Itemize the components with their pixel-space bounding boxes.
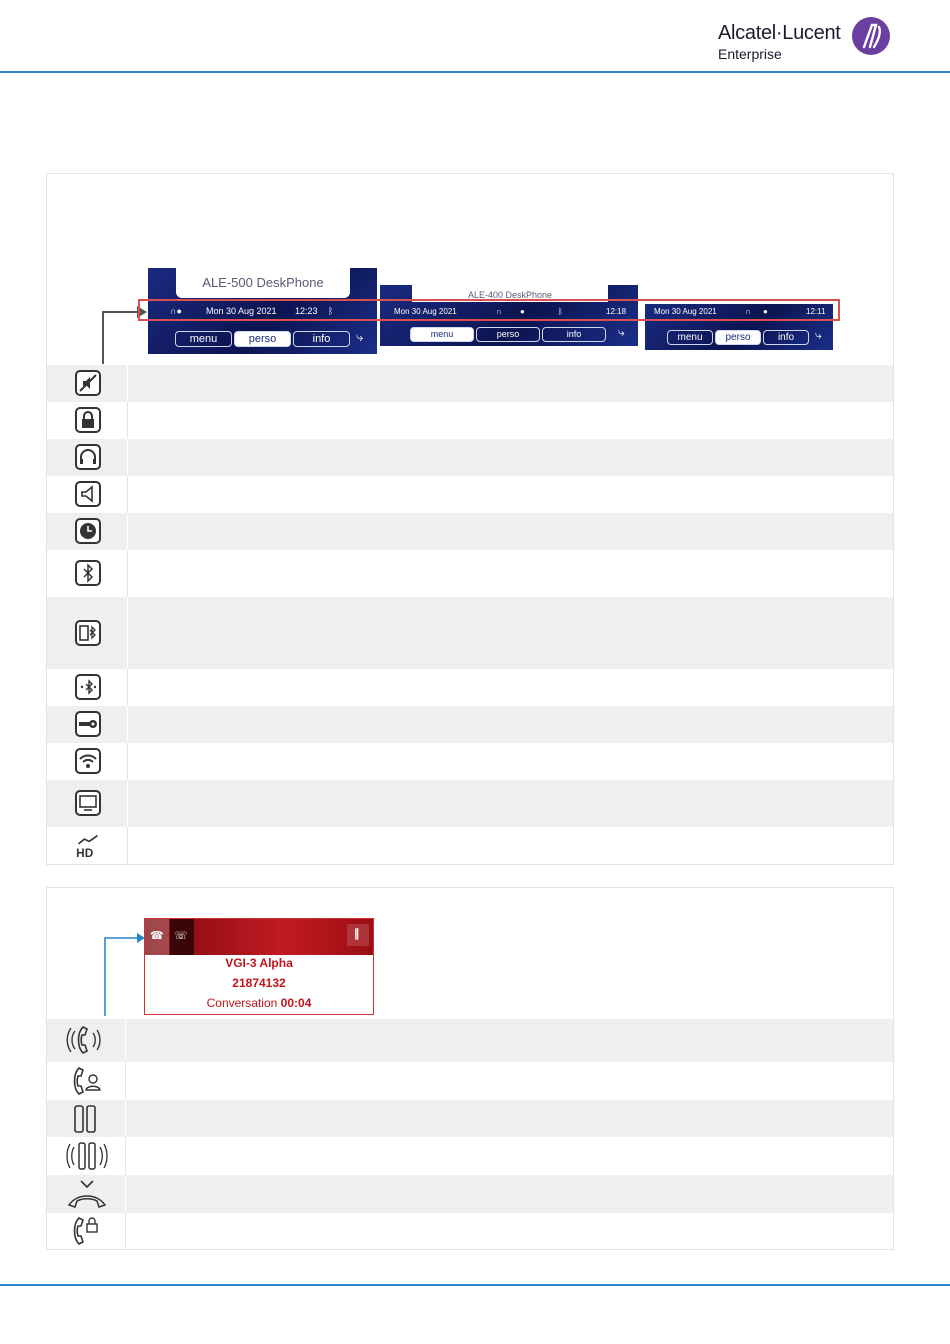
lock-icon bbox=[75, 407, 101, 433]
headset-icon: ∩ bbox=[745, 307, 751, 316]
hang-up-icon bbox=[65, 1177, 109, 1211]
exit-icon[interactable]: ⤷ bbox=[815, 328, 822, 342]
headset-icon bbox=[75, 444, 101, 470]
call-contact-icon: ☎ bbox=[150, 930, 164, 942]
bluetooth-icon: ᛒ bbox=[328, 306, 334, 316]
screen-date: Mon 30 Aug 2021 bbox=[654, 307, 717, 316]
exit-icon[interactable]: ⤷ bbox=[618, 325, 625, 339]
tab-perso[interactable]: perso bbox=[715, 330, 761, 345]
table-row bbox=[47, 827, 893, 864]
table-row bbox=[47, 402, 893, 439]
call-contact-tab[interactable] bbox=[145, 919, 169, 955]
headset-icon: ∩ bbox=[496, 307, 502, 316]
screen-time: 12:23 bbox=[295, 306, 318, 316]
brand-logo-icon bbox=[852, 17, 890, 55]
exit-icon[interactable]: ⤷ bbox=[356, 329, 364, 344]
screen-icon bbox=[75, 790, 101, 816]
bluetooth-icon: ᛒ bbox=[558, 307, 563, 316]
tab-menu[interactable]: menu bbox=[175, 331, 232, 347]
table-row bbox=[47, 476, 893, 513]
call-active-tab[interactable] bbox=[170, 919, 194, 955]
key-icon bbox=[75, 711, 101, 737]
clock-icon bbox=[75, 518, 101, 544]
call-contact-icon bbox=[65, 1064, 109, 1098]
incoming-call-icon: ☏ bbox=[174, 930, 188, 942]
call-number: 21874132 bbox=[232, 976, 286, 990]
call-duration: 00:04 bbox=[280, 996, 312, 1010]
tab-info[interactable]: info bbox=[763, 330, 809, 345]
clock-icon: ● bbox=[520, 307, 525, 316]
screen-title: ALE-500 DeskPhone bbox=[176, 268, 350, 298]
screen-time: 12:11 bbox=[806, 307, 826, 316]
tab-menu[interactable]: menu bbox=[410, 327, 474, 342]
table-row bbox=[47, 550, 893, 597]
tab-info[interactable]: info bbox=[542, 327, 606, 342]
bluetooth-handset-icon bbox=[75, 620, 101, 646]
screen-time: 12:18 bbox=[606, 307, 627, 316]
table-row bbox=[47, 1100, 893, 1137]
call-card bbox=[144, 918, 374, 1015]
table-row bbox=[47, 743, 893, 780]
incoming-call-icon bbox=[65, 1023, 109, 1057]
brand-name: Alcatel·Lucent bbox=[718, 22, 841, 44]
screen-title: ALE-400 DeskPhone bbox=[412, 285, 608, 302]
tab-perso[interactable]: perso bbox=[476, 327, 540, 342]
tab-info[interactable]: info bbox=[293, 331, 350, 347]
table-row bbox=[47, 439, 893, 476]
footer-divider bbox=[0, 1284, 950, 1286]
table-row bbox=[47, 669, 893, 706]
speaker-icon bbox=[75, 481, 101, 507]
tab-menu[interactable]: menu bbox=[667, 330, 713, 345]
table-row bbox=[47, 1213, 893, 1250]
hd-icon bbox=[75, 832, 101, 858]
status-bar-highlight bbox=[138, 299, 840, 321]
status-icons-table bbox=[46, 173, 894, 865]
table-row bbox=[47, 597, 893, 669]
table-row bbox=[47, 1175, 893, 1213]
header-divider bbox=[0, 71, 950, 73]
screen-date: Mon 30 Aug 2021 bbox=[206, 306, 277, 316]
brand-logo-text bbox=[718, 22, 848, 62]
tab-perso[interactable]: perso bbox=[234, 331, 291, 347]
secured-call-icon bbox=[65, 1214, 109, 1248]
table-row bbox=[47, 513, 893, 550]
brand-subtitle: Enterprise bbox=[718, 46, 782, 62]
call-status-label: Conversation bbox=[206, 996, 278, 1010]
hold-button[interactable] bbox=[347, 924, 369, 946]
pointer-arrow bbox=[99, 932, 149, 1018]
table-row bbox=[47, 706, 893, 743]
table-row bbox=[47, 1137, 893, 1175]
table-row bbox=[47, 1062, 893, 1100]
call-toolbar bbox=[145, 919, 373, 955]
screen-date: Mon 30 Aug 2021 bbox=[394, 307, 457, 316]
table-row bbox=[47, 780, 893, 827]
headset-clock-icons: ∩● bbox=[170, 306, 182, 316]
hold-icon bbox=[65, 1102, 109, 1136]
call-name: VGI-3 Alpha bbox=[225, 956, 293, 970]
call-status bbox=[145, 996, 373, 1010]
wifi-icon bbox=[75, 748, 101, 774]
hold-ringing-icon bbox=[65, 1139, 109, 1173]
bluetooth-pairing-icon bbox=[75, 674, 101, 700]
bluetooth-icon bbox=[75, 560, 101, 586]
svg-text:HD: HD bbox=[76, 845, 94, 858]
mute-icon bbox=[75, 370, 101, 396]
table-row bbox=[47, 1019, 893, 1062]
clock-icon: ● bbox=[763, 307, 768, 316]
pause-icon: ∥ bbox=[354, 928, 360, 940]
table-row bbox=[47, 365, 893, 402]
